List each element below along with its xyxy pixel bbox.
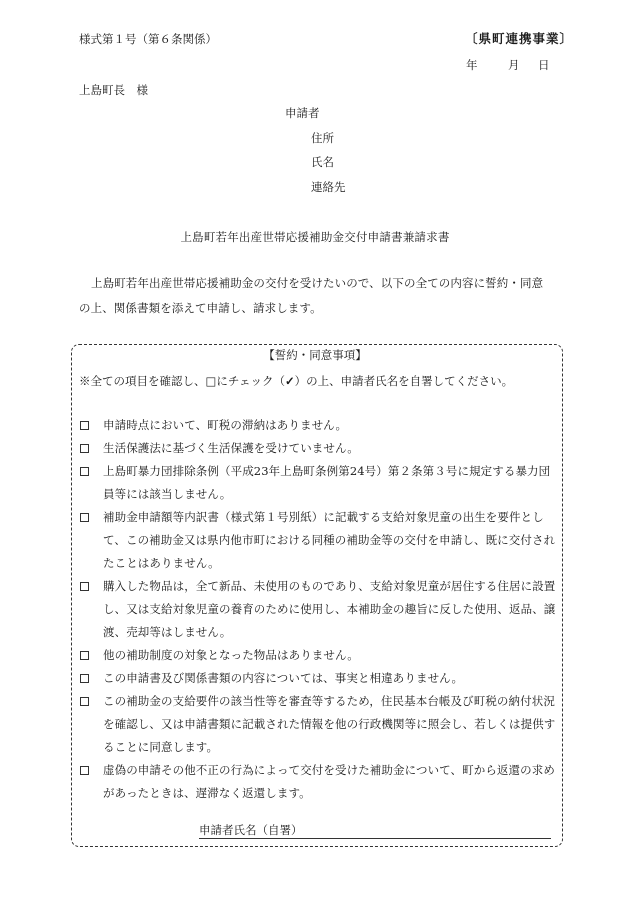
date-year-label: 年: [466, 58, 478, 72]
intro-paragraph: 上島町若年出産世帯応援補助金の交付を受けたいので、以下の全ての内容に誓約・同意の上、関係書類を添えて申請し、請求します。: [79, 276, 544, 315]
consent-checkbox[interactable]: [80, 674, 89, 683]
addressee: 上島町長 様: [79, 83, 148, 97]
applicant-address-label: 住所: [311, 131, 334, 145]
consent-checkbox[interactable]: [80, 697, 89, 706]
consent-item-text: 上島町暴力団排除条例（平成23年上島町条例第24号）第２条第３号に規定する暴力団員等には該当しません。: [103, 464, 551, 501]
consent-checkbox[interactable]: [80, 421, 89, 430]
consent-checkbox[interactable]: [80, 467, 89, 476]
signature-field[interactable]: [199, 822, 551, 839]
applicant-contact-label: 連絡先: [311, 180, 346, 194]
consent-item-text: 申請時点において、町税の滞納はありません。: [103, 418, 348, 432]
consent-item-text: この申請書及び関係書類の内容については、事実と相違ありません。: [103, 671, 464, 685]
consent-instruction-after: ）の上、申請者氏名を自署してください。: [294, 374, 514, 388]
date-month-label: 月: [508, 58, 520, 72]
consent-item-text: 購入した物品は，全て新品、未使用のものであり、支給対象児童が居住する住居に設置し、又は支給対象児童の養育のために使用し、本補助金の趣旨に反した使用、返品、譲渡、売却等はしません。: [103, 579, 556, 639]
consent-item: [79, 506, 557, 575]
consent-checkbox[interactable]: [80, 766, 89, 775]
applicant-name-label: 氏名: [311, 155, 334, 169]
consent-item-text: 他の補助制度の対象となった物品はありません。: [103, 648, 359, 662]
consent-heading: 【誓約・同意事項】: [263, 348, 367, 362]
consent-item: [79, 667, 557, 690]
consent-checkbox[interactable]: [80, 582, 89, 591]
consent-instruction: [79, 373, 513, 389]
consent-checkbox[interactable]: [80, 444, 89, 453]
consent-item-text: 補助金申請額等内訳書（様式第１号別紙）に記載する支給対象児童の出生を要件として、この補助金又は県内他市町における同種の補助金等の交付を申請し、既に交付されたことはありません。: [103, 510, 556, 570]
consent-item-text: 虚偽の申請その他不正の行為によって交付を受けた補助金について、町から返還の求めがあったときは、遅滞なく返還します。: [103, 763, 555, 800]
consent-item: [79, 759, 557, 805]
consent-item: [79, 644, 557, 667]
date-day-label: 日: [538, 58, 550, 72]
consent-item: [79, 460, 557, 506]
consent-list: [79, 414, 557, 805]
signature-label: 申請者氏名（自署）: [199, 823, 303, 837]
consent-item: [79, 437, 557, 460]
applicant-label: 申請者: [285, 106, 320, 120]
consent-instruction-before: ※全ての項目を確認し、□にチェック（: [79, 374, 286, 388]
project-tag: 〔県町連携事業〕: [465, 31, 574, 46]
document-title: 上島町若年出産世帯応援補助金交付申請書兼請求書: [180, 230, 450, 244]
consent-item-text: この補助金の支給要件の該当性等を審査等するため，住民基本台帳及び町税の納付状況を確認し、又は申請書類に記載された情報を他の行政機関等に照会し、若しくは提供することに同意します。: [103, 694, 556, 754]
form-number: 様式第１号（第６条関係）: [79, 32, 217, 46]
consent-checkbox[interactable]: [80, 513, 89, 522]
date-row: [466, 57, 550, 73]
consent-item: [79, 414, 557, 437]
consent-item: [79, 575, 557, 644]
checkmark-icon: ✓: [285, 374, 295, 388]
consent-checkbox[interactable]: [80, 651, 89, 660]
consent-item-text: 生活保護法に基づく生活保護を受けていません。: [103, 441, 359, 455]
consent-item: [79, 690, 557, 759]
